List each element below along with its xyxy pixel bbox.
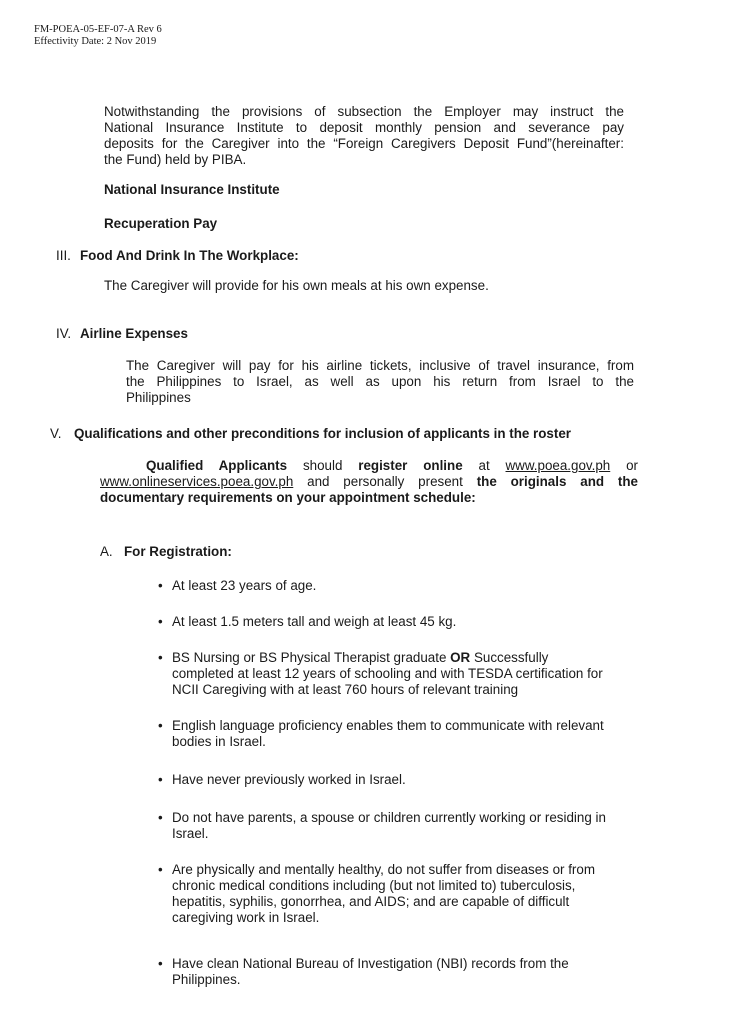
section-4-title: Airline Expenses <box>80 326 188 341</box>
bullet-icon: • <box>158 650 163 665</box>
section-5-paragraph: Qualified Applicants should register online at www.poea.gov.ph or www.onlineservices.poea.gov.ph and personally present the originals and the documentary requirements on your appointment schedule: <box>100 458 638 505</box>
list-item: • At least 23 years of age. <box>158 578 317 593</box>
poea-link[interactable]: www.poea.gov.ph <box>505 458 611 473</box>
section-5-number: V. <box>50 426 62 441</box>
subsection-a-letter: A. <box>100 544 113 559</box>
section-3-number: III. <box>56 248 71 263</box>
section-5-title: Qualifications and other preconditions for inclusion of applicants in the roster <box>74 426 571 441</box>
section-3-body: The Caregiver will provide for his own meals at his own expense. <box>104 278 489 293</box>
bullet-icon: • <box>158 718 163 733</box>
document-header <box>34 24 162 48</box>
section-4-heading <box>56 326 188 342</box>
section-3-heading <box>56 248 299 264</box>
list-item: • Have never previously worked in Israel. <box>158 772 406 787</box>
list-item: • Have clean National Bureau of Investigation (NBI) records from the Philippines. <box>158 956 569 987</box>
heading-recuperation-pay: Recuperation Pay <box>104 216 218 231</box>
intro-paragraph: Notwithstanding the provisions of subsection the Employer may instruct the National Insurance Institute to deposit monthly pension and severance pay deposits for the Caregiver into the “Foreign Caregivers Deposit Fund”(hereinafter: the Fund) held by PIBA. <box>104 104 624 167</box>
section-3-title: Food And Drink In The Workplace: <box>80 248 299 263</box>
subsection-a-heading <box>100 544 232 560</box>
list-item: • BS Nursing or BS Physical Therapist graduate OR Successfully completed at least 12 years of schooling and with TESDA certification for NCII Caregiving with at least 760 hours of relevant training <box>158 650 603 697</box>
bullet-icon: • <box>158 614 163 629</box>
heading-national-insurance: National Insurance Institute <box>104 182 280 197</box>
bullet-icon: • <box>158 810 163 825</box>
bullet-icon: • <box>158 772 163 787</box>
bullet-icon: • <box>158 578 163 593</box>
section-5-heading <box>50 426 571 442</box>
list-item: • Do not have parents, a spouse or children currently working or residing in Israel. <box>158 810 606 841</box>
list-item: • At least 1.5 meters tall and weigh at least 45 kg. <box>158 614 457 629</box>
bullet-icon: • <box>158 862 163 877</box>
bullet-icon: • <box>158 956 163 971</box>
effectivity-date: Effectivity Date: 2 Nov 2019 <box>34 36 157 47</box>
list-item: • English language proficiency enables them to communicate with relevant bodies in Israel. <box>158 718 604 749</box>
section-4-body: The Caregiver will pay for his airline tickets, inclusive of travel insurance, from the Philippines to Israel, as well as upon his return from Israel to the Philippines <box>126 358 634 405</box>
section-4-number: IV. <box>56 326 72 341</box>
form-code: FM-POEA-05-EF-07-A Rev 6 <box>34 24 162 35</box>
online-services-link[interactable]: www.onlineservices.poea.gov.ph <box>100 474 294 489</box>
list-item: • Are physically and mentally healthy, do not suffer from diseases or from chronic medical conditions including (but not limited to) tuberculosis, hepatitis, syphilis, gonorrhea, and AIDS; and are capable of difficult caregiving work in Israel. <box>158 862 595 925</box>
subsection-a-title: For Registration: <box>124 544 232 559</box>
